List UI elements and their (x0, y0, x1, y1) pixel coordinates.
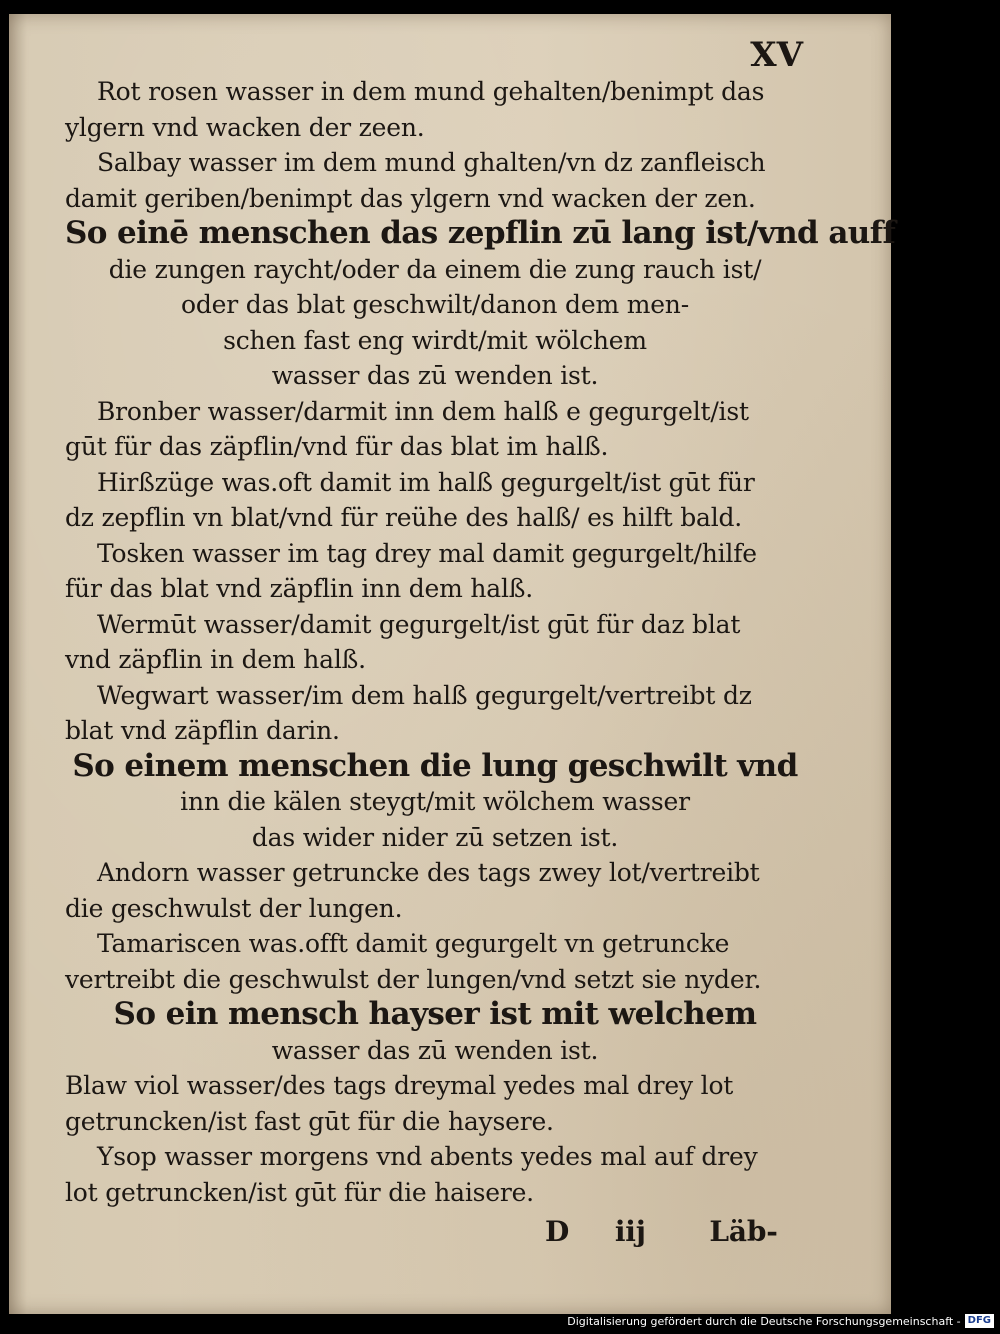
footer-credit (567, 1312, 994, 1330)
text-line: gūt für das zäpflin/vnd für das blat im halß. (65, 432, 609, 461)
text-line: vertreibt die geschwulst der lungen/vnd setzt sie nyder. (65, 964, 762, 994)
text-lines (65, 74, 896, 1210)
text-line: Wermūt wasser/damit gegurgelt/ist gūt für daz blat (97, 609, 741, 639)
text-line: damit geriben/benimpt das ylgern vnd wacken der zen. (65, 183, 756, 213)
text-line: Rot rosen wasser in dem mund gehalten/benimpt das (97, 77, 765, 106)
signature-line (65, 1214, 805, 1250)
signature-mark: D (545, 1215, 570, 1248)
text-line: Salbay wasser im dem mund ghalten/vn dz zanfleisch (97, 148, 766, 177)
text-line: Wegwart wasser/im dem halß gegurgelt/vertreibt dz (97, 680, 752, 710)
text-line: Tamariscen was.offt damit gegurgelt vn getruncke (97, 929, 730, 958)
text-line: Bronber wasser/darmit inn dem halß e gegurgelt/ist (97, 396, 749, 426)
text-line: oder das blat geschwilt/danon dem men- (181, 290, 689, 319)
text-line: wasser das zū wenden ist. (271, 1035, 599, 1065)
text-line: das wider nider zū setzen ist. (251, 822, 619, 852)
dfg-logo: DFG (965, 1314, 994, 1328)
text-line: für das blat vnd zäpflin inn dem halß. (65, 574, 534, 603)
text-line: wasser das zū wenden ist. (271, 361, 599, 390)
text-line: Tosken wasser im tag drey mal damit gegurgelt/hilfe (97, 538, 757, 568)
text-line: dz zepflin vn blat/vnd für reühe des halß/ es hilft bald. (65, 503, 743, 532)
page-text (65, 35, 896, 1250)
text-line: getruncken/ist fast gūt für die haysere. (65, 1106, 554, 1136)
section-heading-line: So ein mensch hayser ist mit welchem (113, 996, 757, 1032)
text-line: Ysop wasser morgens vnd abents yedes mal auf drey (97, 1142, 758, 1171)
signature-leaf: iij (614, 1215, 646, 1248)
book-page (9, 14, 896, 1314)
text-line: Hirßzüge was.oft damit im halß gegurgelt/ist gūt für (97, 467, 755, 497)
text-line: blat vnd zäpflin darin. (65, 716, 340, 745)
text-line: Andorn wasser getruncke des tags zwey lot/vertreibt (97, 858, 760, 887)
text-line: lot getruncken/ist gūt für die haisere. (65, 1177, 534, 1207)
text-line: vnd zäpflin in dem halß. (65, 645, 366, 674)
text-line: inn die kälen steygt/mit wölchem wasser (180, 787, 690, 816)
funding-credit-text: Digitalisierung gefördert durch die Deutsche Forschungsgemeinschaft - (567, 1314, 961, 1328)
section-heading-line: So einem menschen die lung geschwilt vnd (72, 747, 798, 784)
catchword: Läb- (709, 1215, 778, 1248)
section-heading-line: So einē menschen das zepflin zū lang ist/vnd auff (65, 215, 896, 251)
text-line: Blaw viol wasser/des tags dreymal yedes mal drey lot (65, 1071, 734, 1100)
text-line: die geschwulst der lungen. (65, 893, 403, 923)
text-line: schen fast eng wirdt/mit wölchem (223, 325, 647, 355)
page-number: XV (750, 35, 803, 75)
text-line: ylgern vnd wacken der zeen. (65, 112, 425, 142)
text-line: die zungen raycht/oder da einem die zung rauch ist/ (108, 254, 762, 284)
